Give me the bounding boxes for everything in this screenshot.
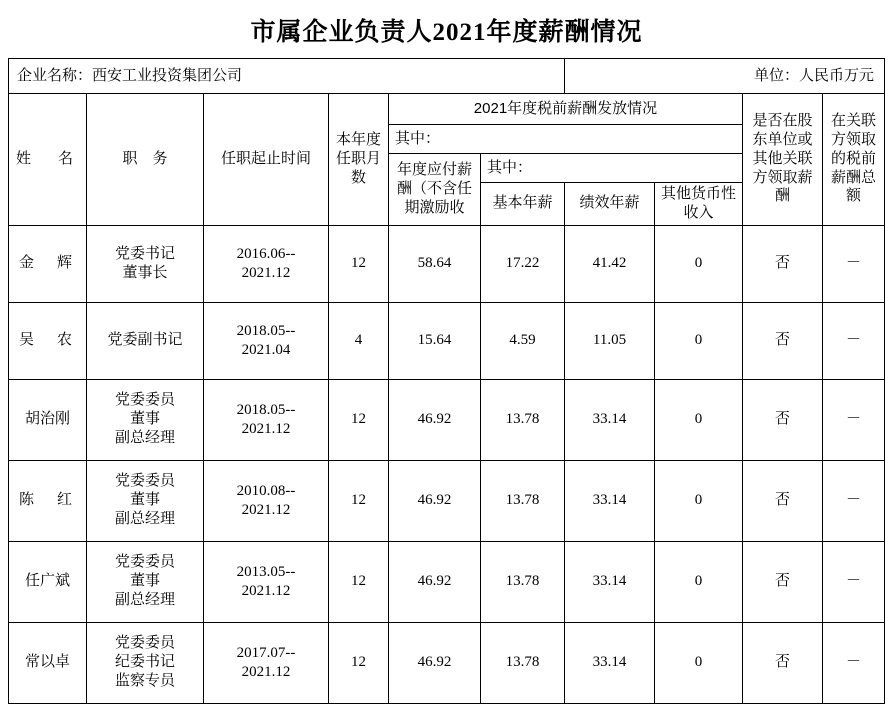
cell-months: 12: [328, 460, 388, 541]
cell-tenure: 2016.06-- 2021.12: [203, 225, 328, 302]
cell-name: 常以卓: [8, 622, 86, 703]
company-name-cell: [8, 59, 564, 94]
cell-related-party-pay: －: [823, 379, 885, 460]
cell-annual-payable: 58.64: [388, 225, 480, 302]
header-performance-salary: 绩效年薪: [565, 183, 655, 226]
cell-other-monetary: 0: [655, 225, 743, 302]
cell-tenure: 2010.08-- 2021.12: [203, 460, 328, 541]
cell-months: 12: [328, 541, 388, 622]
cell-post: 党委委员 董事 副总经理: [86, 460, 203, 541]
header-base-salary: 基本年薪: [480, 183, 564, 226]
cell-related-party-pay: －: [823, 225, 885, 302]
cell-post: 党委副书记: [86, 302, 203, 379]
cell-months: 12: [328, 622, 388, 703]
cell-name: 吴 农: [8, 302, 86, 379]
cell-post: 党委委员 董事 副总经理: [86, 541, 203, 622]
cell-other-monetary: 0: [655, 379, 743, 460]
cell-base-salary: 13.78: [480, 622, 564, 703]
cell-shareholder-pay: 否: [743, 379, 823, 460]
cell-other-monetary: 0: [655, 460, 743, 541]
cell-other-monetary: 0: [655, 541, 743, 622]
cell-performance-salary: 33.14: [565, 622, 655, 703]
salary-table: [8, 58, 885, 704]
table-row: [8, 225, 884, 302]
header-among-which-1: 其中：: [388, 125, 742, 154]
header-tenure: 任职起止时间: [203, 94, 328, 226]
cell-shareholder-pay: 否: [743, 225, 823, 302]
header-post: 职 务: [86, 94, 203, 226]
cell-shareholder-pay: 否: [743, 541, 823, 622]
cell-performance-salary: 33.14: [565, 460, 655, 541]
cell-base-salary: 13.78: [480, 460, 564, 541]
table-row: [8, 622, 884, 703]
cell-shareholder-pay: 否: [743, 460, 823, 541]
cell-name: 陈 红: [8, 460, 86, 541]
header-months: 本年度任职月数: [328, 94, 388, 226]
header-other-monetary: 其他货币性收入: [655, 183, 743, 226]
cell-months: 12: [328, 379, 388, 460]
cell-base-salary: 4.59: [480, 302, 564, 379]
table-row: [8, 541, 884, 622]
table-row: [8, 460, 884, 541]
cell-name: 胡治刚: [8, 379, 86, 460]
company-value: 西安工业投资集团公司: [91, 66, 242, 84]
cell-annual-payable: 46.92: [388, 379, 480, 460]
header-pretax-group: 2021年度税前薪酬发放情况: [388, 94, 742, 125]
header-row-1: [8, 94, 884, 125]
cell-months: 12: [328, 225, 388, 302]
cell-performance-salary: 33.14: [565, 379, 655, 460]
cell-performance-salary: 33.14: [565, 541, 655, 622]
cell-annual-payable: 15.64: [388, 302, 480, 379]
header-name: 姓 名: [8, 94, 86, 226]
meta-row: [8, 59, 884, 94]
page-title: 市属企业负责人2021年度薪酬情况: [250, 19, 643, 46]
cell-other-monetary: 0: [655, 302, 743, 379]
cell-months: 4: [328, 302, 388, 379]
cell-related-party-pay: －: [823, 302, 885, 379]
cell-performance-salary: 11.05: [565, 302, 655, 379]
cell-tenure: 2018.05-- 2021.12: [203, 379, 328, 460]
cell-tenure: 2018.05-- 2021.04: [203, 302, 328, 379]
cell-annual-payable: 46.92: [388, 541, 480, 622]
header-among-which-2: 其中：: [480, 154, 742, 183]
cell-tenure: 2013.05-- 2021.12: [203, 541, 328, 622]
cell-shareholder-pay: 否: [743, 622, 823, 703]
cell-name: 金 辉: [8, 225, 86, 302]
cell-annual-payable: 46.92: [388, 460, 480, 541]
cell-base-salary: 17.22: [480, 225, 564, 302]
cell-tenure: 2017.07-- 2021.12: [203, 622, 328, 703]
header-shareholder-pay: 是否在股东单位或其他关联方领取薪酬: [743, 94, 823, 226]
cell-shareholder-pay: 否: [743, 302, 823, 379]
cell-base-salary: 13.78: [480, 541, 564, 622]
cell-post: 党委委员 纪委书记 监察专员: [86, 622, 203, 703]
cell-post: 党委委员 董事 副总经理: [86, 379, 203, 460]
unit-cell: 单位：人民币万元: [565, 59, 885, 94]
cell-name: 任广斌: [8, 541, 86, 622]
table-row: [8, 379, 884, 460]
company-label: 企业名称：: [16, 66, 92, 84]
header-related-party-pay: 在关联方领取的税前薪酬总额: [823, 94, 885, 226]
cell-related-party-pay: －: [823, 541, 885, 622]
cell-related-party-pay: －: [823, 622, 885, 703]
cell-other-monetary: 0: [655, 622, 743, 703]
cell-performance-salary: 41.42: [565, 225, 655, 302]
cell-related-party-pay: －: [823, 460, 885, 541]
table-row: [8, 302, 884, 379]
cell-annual-payable: 46.92: [388, 622, 480, 703]
header-annual-payable: 年度应付薪酬（不含任期激励收: [388, 154, 480, 226]
cell-base-salary: 13.78: [480, 379, 564, 460]
cell-post: 党委书记 董事长: [86, 225, 203, 302]
